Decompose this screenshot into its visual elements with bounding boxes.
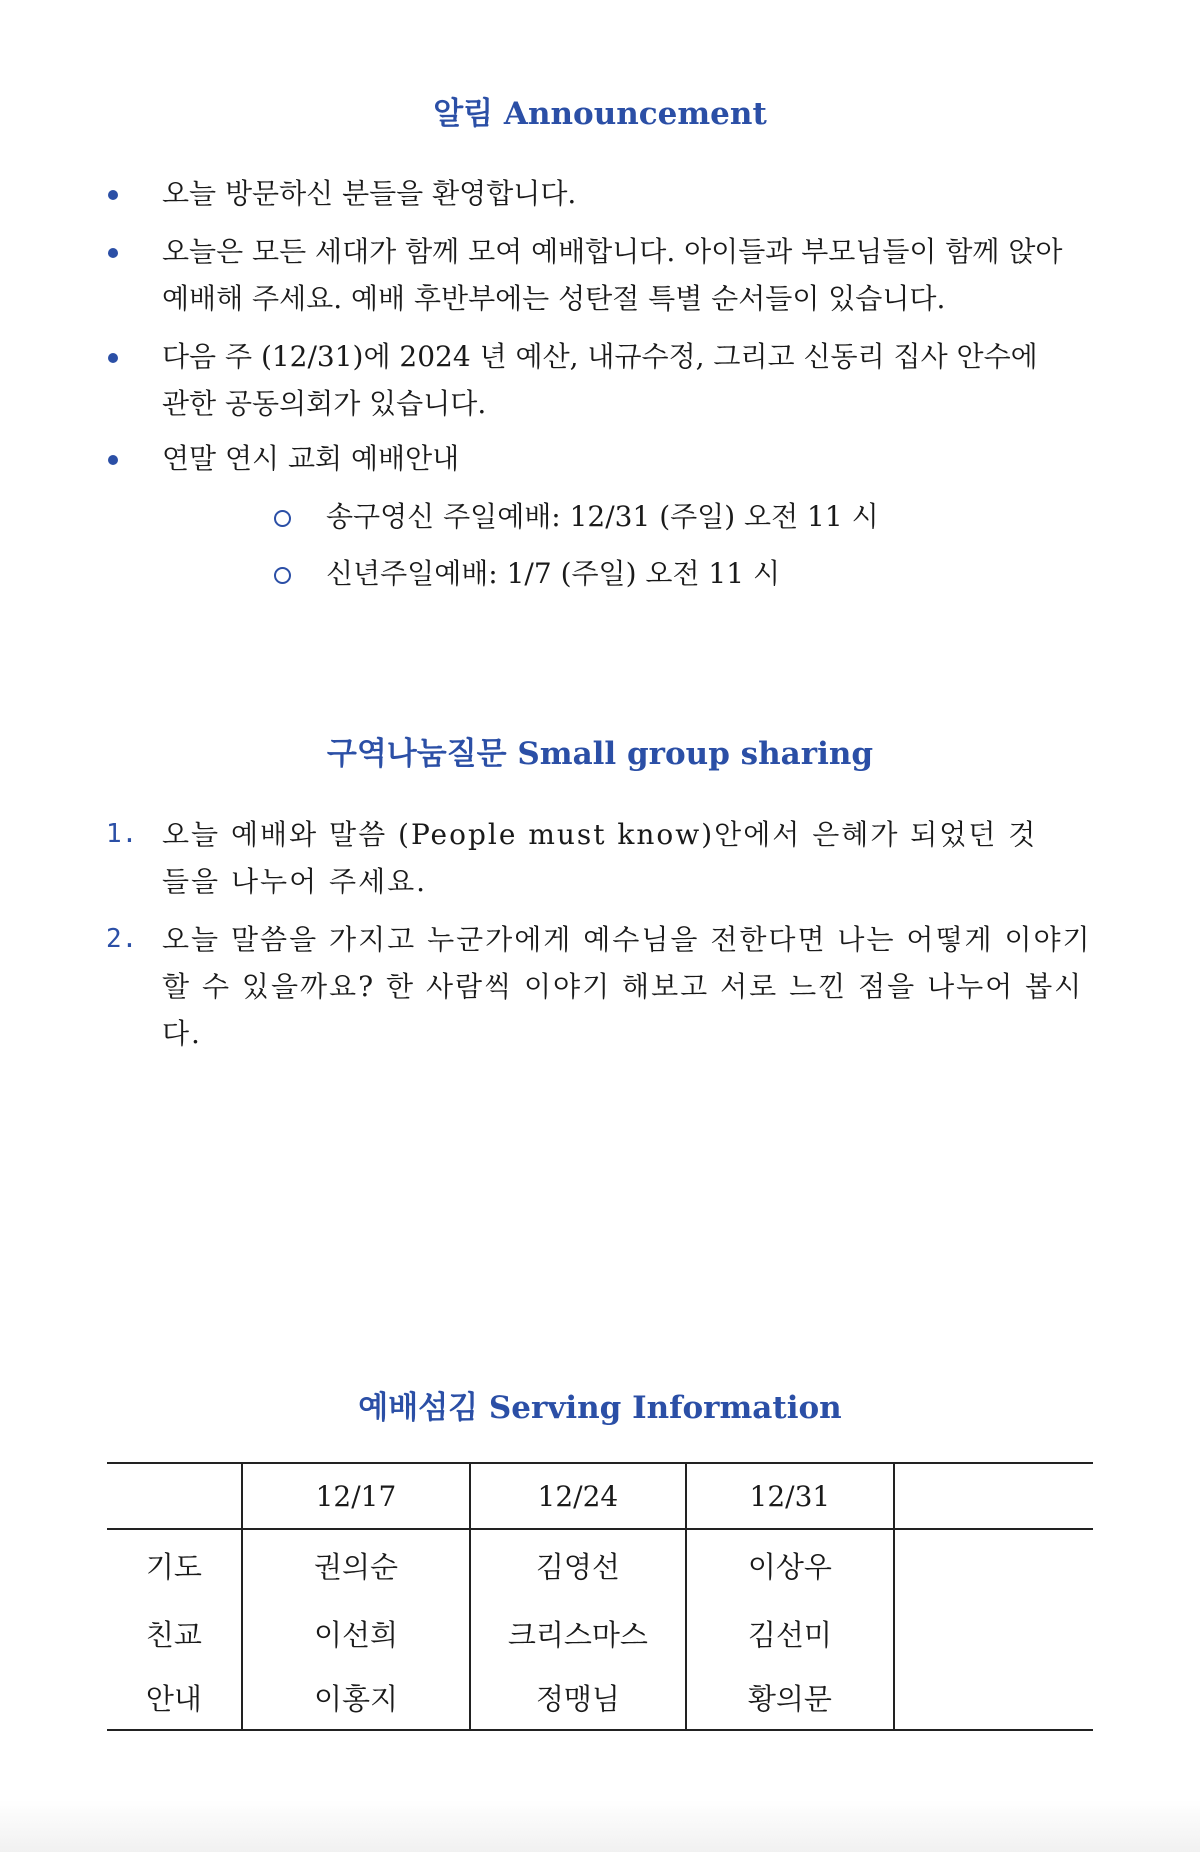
name-cell: 크리스마스 [470,1601,685,1666]
question-number: 2. [106,924,138,954]
name-cell: 김선미 [686,1601,895,1666]
name-cell: 정맹님 [470,1666,685,1730]
header-cell-date: 12/17 [242,1463,470,1529]
announcement-subitem-2: 신년주일예배: 1/7 (주일) 오전 11 시 [326,557,781,590]
role-cell: 안내 [145,1682,202,1716]
table-row [107,1666,1093,1730]
name-cell [894,1529,1093,1601]
bullet-icon [108,248,118,258]
question-text: 오늘 예배와 말씀 (People must know)안에서 은혜가 되었던 것들을 나누어 주세요. [162,818,1038,898]
header-cell-date: 12/31 [686,1463,895,1529]
question-number: 1. [106,819,138,849]
name-cell: 이홍지 [242,1666,470,1730]
circle-bullet-icon [274,510,291,527]
name-cell: 이선희 [242,1601,470,1666]
role-cell: 친교 [145,1618,202,1652]
question-text: 오늘 말씀을 가지고 누군가에게 예수님을 전한다면 나는 어떻게 이야기 할 수 있을까요? 한 사람씩 이야기 해보고 서로 느낀 점을 나누어 봅시다. [162,923,1092,1050]
name-cell: 김영선 [470,1529,685,1601]
circle-bullet-icon [274,567,291,584]
name-cell [894,1601,1093,1666]
announcement-item-4: 연말 연시 교회 예배안내 [162,442,460,475]
name-cell: 황의문 [686,1666,895,1730]
table-row [107,1529,1093,1601]
bullet-icon [108,190,118,200]
page-bottom-edge [0,1800,1200,1852]
serving-heading: 예배섬김 Serving Information [358,1390,842,1426]
role-cell: 기도 [145,1550,202,1584]
bullet-icon [108,353,118,363]
name-cell: 이상우 [686,1529,895,1601]
header-cell-role [107,1463,242,1529]
announcement-item-1: 오늘 방문하신 분들을 환영합니다. [162,177,577,210]
table-row [107,1601,1093,1666]
header-cell-date: 12/24 [470,1463,685,1529]
serving-table [107,1462,1093,1731]
table-header-row [107,1463,1093,1529]
announcement-item-3: 다음 주 (12/31)에 2024 년 예산, 내규수정, 그리고 신동리 집사 안수에 관한 공동의회가 있습니다. [162,340,1038,420]
name-cell: 권의순 [242,1529,470,1601]
announcement-subitem-1: 송구영신 주일예배: 12/31 (주일) 오전 11 시 [326,500,879,533]
name-cell [894,1666,1093,1730]
announcement-heading: 알림 Announcement [433,96,767,132]
small-group-heading: 구역나눔질문 Small group sharing [326,736,874,772]
header-cell-empty [894,1463,1093,1529]
bullet-icon [108,455,118,465]
announcement-item-2: 오늘은 모든 세대가 함께 모여 예배합니다. 아이들과 부모님들이 함께 앉아 예배해 주세요. 예배 후반부에는 성탄절 특별 순서들이 있습니다. [162,235,1063,315]
